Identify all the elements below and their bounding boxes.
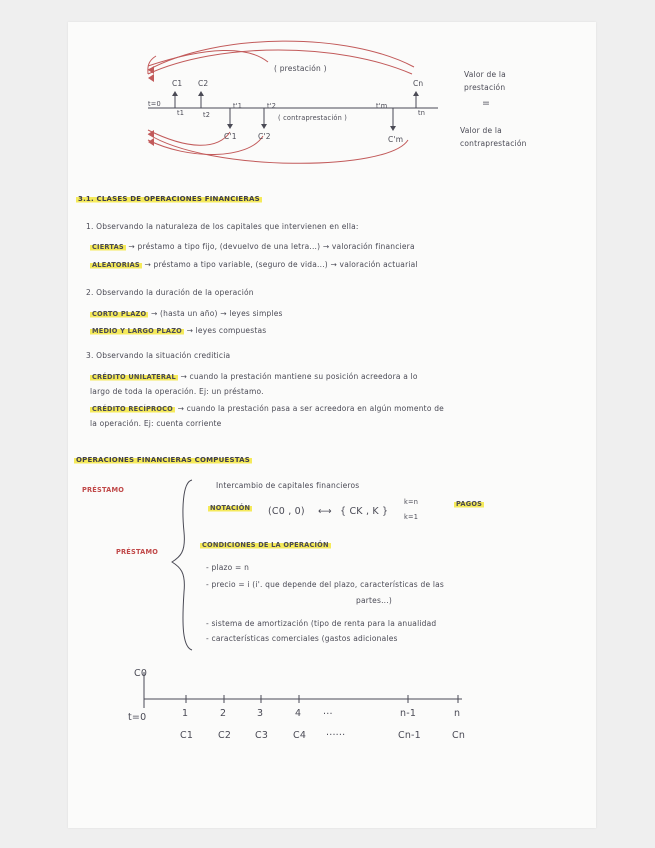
cap-t2: C2: [218, 730, 232, 741]
contraprestacion-label: ( contraprestación ): [278, 114, 348, 122]
key-unilateral: CRÉDITO UNILATERAL: [92, 373, 176, 381]
item2-line2-text: → leyes compuestas: [186, 326, 267, 335]
cap-c1: C1: [172, 79, 183, 88]
time-t0: t=0: [148, 100, 161, 108]
formula-arrow: ⟷: [318, 506, 332, 517]
cap-cpm: C'm: [388, 135, 404, 144]
section-title-clases: 3.1. CLASES DE OPERACIONES FINANCIERAS: [78, 195, 260, 203]
time-t1: t1: [177, 109, 185, 117]
cap-c2: C2: [198, 79, 209, 88]
tick-4: 4: [295, 708, 302, 719]
item1-line2-text: → préstamo a tipo variable, (seguro de vida...) → valoración actuarial: [144, 260, 418, 269]
cap-tn-1: Cn-1: [398, 730, 421, 741]
equiv-line4: contraprestación: [460, 139, 527, 148]
equiv-line3: Valor de la: [460, 126, 502, 135]
item3-heading: 3. Observando la situación crediticia: [86, 351, 231, 360]
cap-t4: C4: [293, 730, 307, 741]
item3-line1-text: → cuando la prestación mantiene su posición acreedora a lo: [180, 372, 418, 381]
item3-line2-cont: la operación. Ej: cuenta corriente: [90, 419, 222, 428]
item3-line1-cont: largo de toda la operación. Ej: un préstamo.: [90, 387, 264, 396]
item1-line1: [90, 242, 415, 251]
item2-line2: [90, 326, 266, 335]
cap-cp1: C'1: [224, 132, 237, 141]
item1-line1-text: → préstamo a tipo fijo, (devuelvo de una letra...) → valoración financiera: [128, 242, 415, 251]
item2-line1: [90, 309, 283, 318]
notebook-page: [68, 22, 596, 828]
cond-precio-cont: partes...): [356, 596, 392, 605]
key-corto-plazo: CORTO PLAZO: [92, 310, 147, 318]
section-title-compuestas: OPERACIONES FINANCIERAS COMPUESTAS: [76, 456, 250, 464]
cond-caracteristicas: - características comerciales (gastos adicionales: [206, 634, 398, 643]
tick-n-1: n-1: [400, 708, 417, 719]
item2-heading: 2. Observando la duración de la operación: [86, 288, 254, 297]
formula-right: { CK , K }: [340, 506, 389, 517]
key-aleatorias: ALEATORIAS: [92, 261, 140, 269]
tick-2: 2: [220, 708, 227, 719]
formula-sub: k=1: [404, 513, 419, 521]
timeline-c0: C0: [134, 668, 148, 679]
prestamo-def: Intercambio de capitales financieros: [216, 481, 360, 490]
cond-precio: - precio = i (i'. que depende del plazo, características de las: [206, 580, 445, 589]
equiv-line1: Valor de la: [464, 70, 506, 79]
cap-t1: C1: [180, 730, 194, 741]
cond-plazo: - plazo = n: [206, 563, 250, 572]
tick-t0: t=0: [128, 712, 147, 723]
time-tp1: t'1: [233, 102, 243, 110]
equiv-line2: prestación: [464, 83, 506, 92]
formula-left: (C0 , 0): [268, 506, 305, 517]
time-tn: tn: [418, 109, 426, 117]
item1-heading: 1. Observando la naturaleza de los capitales que intervienen en ella:: [86, 222, 359, 231]
notacion-label: NOTACIÓN: [210, 504, 251, 512]
item2-line1-text: → (hasta un año) → leyes simples: [150, 309, 283, 318]
time-tpm: t'm: [376, 102, 388, 110]
cond-sistema: - sistema de amortización (tipo de renta para la anualidad: [206, 619, 437, 628]
time-tp2: t'2: [267, 102, 277, 110]
cap-cn: Cn: [413, 79, 424, 88]
formula-sup: k=n: [404, 498, 419, 506]
item3-line2: [90, 404, 444, 413]
cap-cp2: C'2: [258, 132, 271, 141]
prestacion-label: ( prestación ): [274, 64, 327, 73]
tick-n: n: [454, 708, 461, 719]
item1-line2: [90, 260, 418, 269]
tick-1: 1: [182, 708, 189, 719]
item3-line2-text: → cuando la prestación pasa a ser acreedora en algún momento de: [177, 404, 444, 413]
cap-dots: ......: [326, 727, 346, 738]
contraprestacion-arc-icon: [148, 134, 408, 163]
condiciones-heading: CONDICIONES DE LA OPERACIÓN: [202, 541, 329, 549]
prestamo-label-top: PRÉSTAMO: [82, 486, 125, 494]
prestamo-label-brace: PRÉSTAMO: [116, 548, 159, 556]
cap-tn: Cn: [452, 730, 466, 741]
key-medio-largo: MEDIO Y LARGO PLAZO: [92, 327, 182, 335]
equiv-sign: =: [482, 98, 491, 109]
pagos-label: PAGOS: [456, 500, 483, 508]
item3-line1: [90, 372, 418, 381]
key-ciertas: CIERTAS: [92, 243, 124, 251]
key-reciproco: CRÉDITO RECÍPROCO: [92, 405, 173, 413]
cap-t3: C3: [255, 730, 269, 741]
time-t2: t2: [203, 111, 211, 119]
tick-dots: ...: [323, 706, 333, 717]
tick-3: 3: [257, 708, 264, 719]
